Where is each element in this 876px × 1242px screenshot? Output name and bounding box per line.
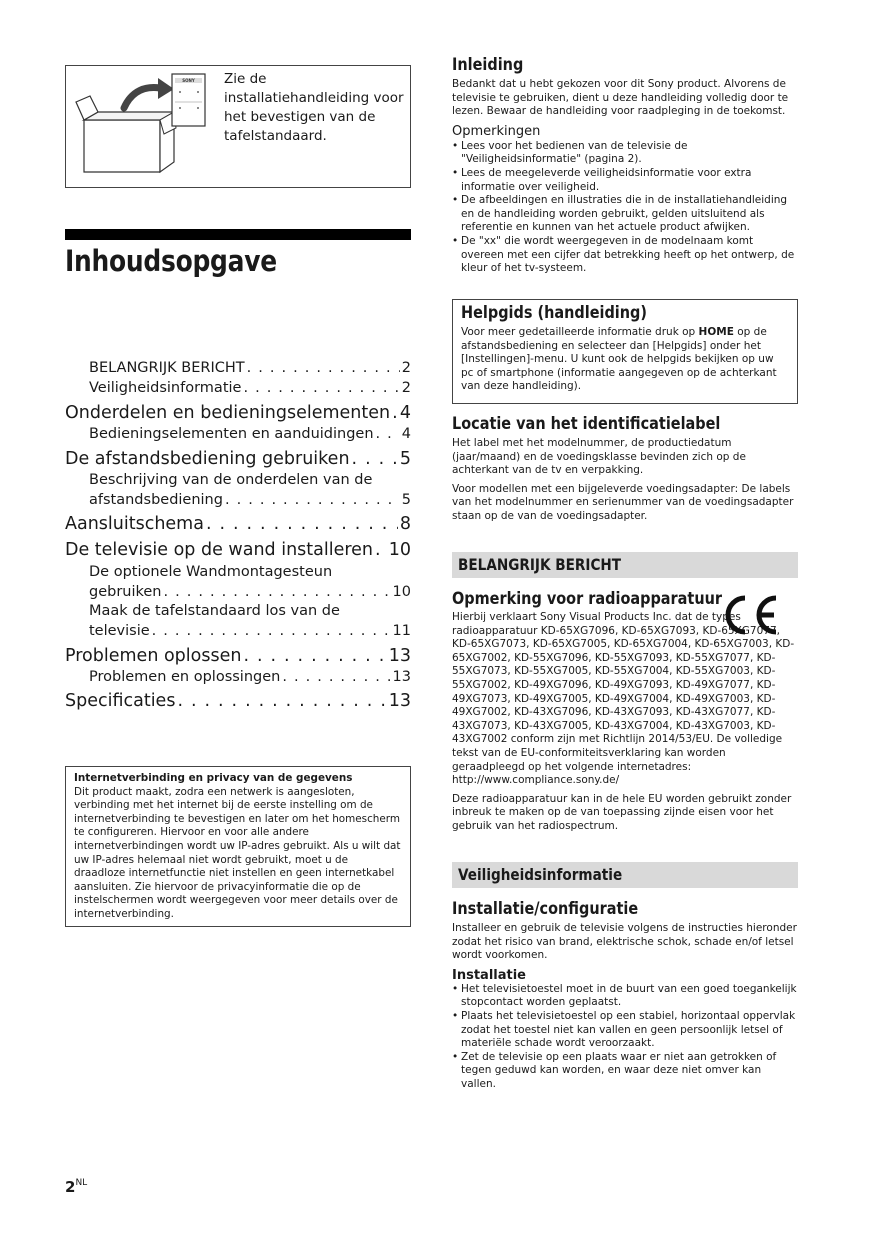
list-item: • De afbeeldingen en illustraties die in de installatiehandleiding en de handleiding worden gebruikt, gelden uitsluitend als referentie en kunnen van het actuele product afwijken.	[452, 194, 798, 235]
intro-body: Bedankt dat u hebt gekozen voor dit Sony product. Alvorens de televisie te gebruiken, dient u deze handleiding volledig door te lezen. Bewaar de handleiding voor raadpleging in de toekomst.	[452, 78, 789, 118]
help-title: Helpgids (handleiding)	[461, 303, 647, 323]
toc-entry[interactable]: De televisie op de wand installeren . . . 10	[65, 540, 411, 560]
home-key-label: HOME	[698, 326, 734, 338]
radio-eu-usage: Deze radioapparatuur kan in de hele EU worden gebruikt zonder inbreuk te maken op de van toepassing zijnde eisen voor het gebruik van het radiospectrum.	[452, 792, 792, 832]
list-item: • De "xx" die wordt weergegeven in de modelnaam komt overeen met een cijfer dat betrekking heeft op het ontwerp, de kleur of het tv-systeem.	[452, 235, 798, 276]
toc-entry-line[interactable]: Maak de tafelstandaard los van de	[89, 603, 340, 619]
toc-entry[interactable]: afstandsbediening . . . 5	[89, 492, 411, 508]
installation-section	[452, 899, 798, 1092]
toc-title: Inhoudsopgave	[65, 244, 277, 278]
radio-title: Opmerking voor radioapparatuur	[452, 589, 723, 609]
toc-entry-line[interactable]: De optionele Wandmontagesteun	[89, 564, 333, 580]
sony-logo: SONY	[182, 78, 195, 83]
help-body: Voor meer gedetailleerde informatie druk op HOME op de afstandsbediening en selecteer dan [Helpgids] onder het [Instellingen]-menu. U kunt ook de helpgids bekijken op uw pc of smartphone (informatie aangegeven op de achterkant van deze handleiding).	[461, 326, 777, 393]
ce-mark-icon	[720, 590, 780, 640]
installation-config-title: Installatie/configuratie	[452, 899, 639, 919]
important-notice-header: BELANGRIJK BERICHT	[452, 552, 798, 578]
list-item: • Zet de televisie op een plaats waar er niet aan getrokken of tegen geduwd kan worden, en waar deze niet omver kan vallen.	[452, 1051, 798, 1092]
intro-section	[452, 55, 798, 276]
privacy-body: Dit product maakt, zodra een netwerk is aangesloten, verbinding met het internet bij de eerste instelling om de internetverbinding te bevestigen en later om het homescherm te configureren. Hiervoor en voor alle andere internetverbindingen wordt uw IP-adres gebruikt. Als u wilt dat uw IP-adres helemaal niet wordt gebruikt, moet u de draadloze internetfunctie niet instellen en geen internetkabel aansluiten. Zie hiervoor de privacyinformatie die op de instelschermen wordt weergegeven voor meer details over de internetverbinding.	[74, 785, 401, 920]
installation-title: Installatie	[452, 967, 526, 983]
safety-info-header: Veiligheidsinformatie	[452, 862, 798, 888]
toc-entry[interactable]: Aansluitschema . . . 8	[65, 514, 411, 534]
notes-list	[452, 140, 798, 276]
installation-note-text: Zie de installatiehandleiding voor het bevestigen van de tafelstandaard.	[224, 71, 404, 144]
toc-entry[interactable]: Problemen oplossen . . . 13	[65, 646, 411, 666]
page-number: $2^{NL}$	[65, 1178, 88, 1196]
toc-entry[interactable]: De afstandsbediening gebruiken . . . 5	[65, 449, 411, 469]
list-item: • Het televisietoestel moet in de buurt van een goed toegankelijk stopcontact worden geplaatst.	[452, 983, 798, 1010]
label-location-adapter: Voor modellen met een bijgeleverde voedingsadapter: De labels van het modelnummer en serienummer van de voedingsadapter staan op de van de voedingsadapter.	[452, 482, 794, 522]
installation-list	[452, 983, 798, 1092]
box-illustration	[74, 72, 224, 184]
toc-entry[interactable]: Onderdelen en bedieningselementen . . . 4	[65, 403, 411, 423]
notes-title: Opmerkingen	[452, 123, 541, 139]
label-location-title: Locatie van het identificatielabel	[452, 414, 721, 434]
intro-title: Inleiding	[452, 55, 524, 75]
toc-divider-bar	[65, 229, 411, 240]
privacy-notice-box	[65, 766, 411, 927]
list-item: • Lees de meegeleverde veiligheidsinformatie voor extra informatie over veiligheid.	[452, 167, 798, 194]
toc-entry-line[interactable]: Beschrijving van de onderdelen van de	[89, 472, 373, 488]
installation-note-box	[65, 65, 411, 188]
label-location-body: Het label met het modelnummer, de productiedatum (jaar/maand) en de voedingsklasse bevinden zich op de achterkant van de tv en verpakking.	[452, 437, 746, 477]
toc-entry[interactable]: BELANGRIJK BERICHT . . . 2	[89, 360, 411, 376]
label-location-section	[452, 414, 798, 524]
toc-entry[interactable]: gebruiken . . . 10	[89, 584, 411, 600]
toc-entry[interactable]: Bedieningselementen en aanduidingen . . . 4	[89, 426, 411, 442]
toc-entry[interactable]: Specificaties . . . 13	[65, 691, 411, 711]
toc-entry[interactable]: Problemen en oplossingen . . . 13	[89, 669, 411, 685]
list-item: • Plaats het televisietoestel op een stabiel, horizontaal oppervlak zodat het toestel niet kan vallen en geen persoonlijk letsel of materiële schade wordt veroorzaakt.	[452, 1010, 798, 1051]
radio-body: Hierbij verklaart Sony Visual Products Inc. dat de types radioapparatuur KD-65XG7096, KD-65XG7093, KD-65XG7077, KD-65XG7073, KD-65XG7005, KD-65XG7004, KD-65XG7003, KD-65XG7002, KD-55XG7096, KD-55XG7093, KD-55XG7077, KD-55XG7073, KD-55XG7005, KD-55XG7004, KD-55XG7003, KD-55XG7002, KD-49XG7096, KD-49XG7093, KD-49XG7077, KD-49XG7073, KD-49XG7005, KD-49XG7004, KD-49XG7003, KD-49XG7002, KD-43XG7096, KD-43XG7093, KD-43XG7077, KD-43XG7073, KD-43XG7005, KD-43XG7004, KD-43XG7003, KD-43XG7002 conform zijn met Richtlijn 2014/53/EU. De volledige tekst van de EU-conformiteitsverklaring kan worden geraadpleegd op het volgende internetadres: http://www.compliance.sony.de/	[452, 611, 795, 787]
help-guide-box	[452, 299, 798, 404]
toc-entry[interactable]: televisie . . . 11	[89, 623, 411, 639]
list-item: • Lees voor het bedienen van de televisie de "Veiligheidsinformatie" (pagina 2).	[452, 140, 798, 167]
installation-config-body: Installeer en gebruik de televisie volgens de instructies hieronder zodat het risico van brand, elektrische schok, schade en/of letsel wordt voorkomen.	[452, 922, 797, 962]
toc-entry[interactable]: Veiligheidsinformatie . . . 2	[89, 380, 411, 396]
privacy-title: Internetverbinding en privacy van de gegevens	[74, 772, 353, 784]
